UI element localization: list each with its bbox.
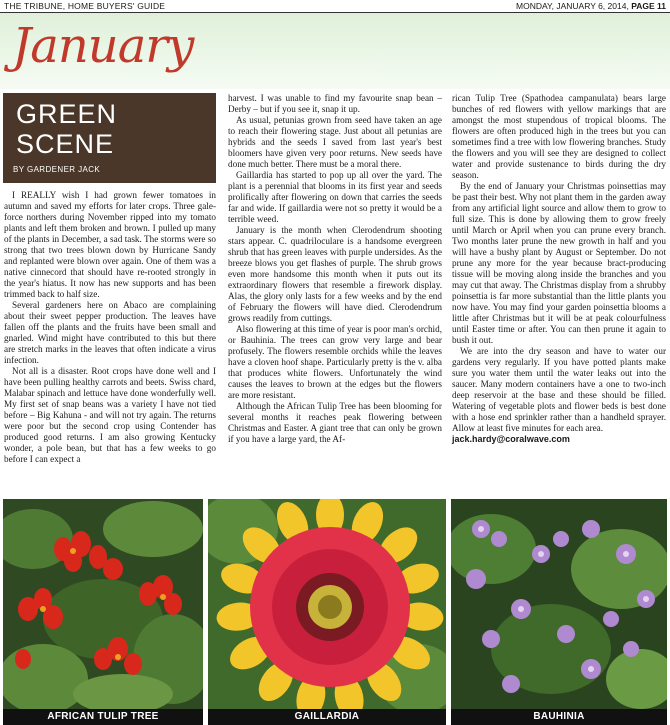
paragraph: rican Tulip Tree (Spathodea campanulata) bears large bunches of red flowers with yellow markings that are amongst the most stupendous of tropical blooms. The flowers are often produced high in the trees but you can sometimes find a tree with low flowering branches. Study the flowers and you will see they are designed to collect water and provide sustenance to birds during the dry season. bbox=[452, 93, 666, 180]
paragraph: Several gardeners here on Abaco are complaining about their sweet pepper production. The leaves have fallen off the plants and the fruits have been small and gnarled. Wind might have contributed to this but there are stretch marks in the leaves that often indicate a virus infection. bbox=[4, 300, 216, 365]
paragraph: I REALLY wish I had grown fewer tomatoes in autumn and saved my efforts for later crops. Three gale-force northers during November ripped into my tomato plants and left them broken and brown. I pulled up many of the plants in December, a sad task. The storms were so strong that two trees blown down by Hurricane Sandy and replanted were blown over again. One of them was a native cinnecord that should have re-rooted strongly in the year's hiatus. It now has new supports and has been trimmed back to half size. bbox=[4, 190, 216, 299]
article-column-2 bbox=[228, 93, 442, 445]
article-column-1 bbox=[4, 190, 216, 465]
photo-caption-2: GAILLARDIA bbox=[208, 709, 446, 725]
month-title: January bbox=[12, 18, 194, 74]
paragraph: Although the African Tulip Tree has been blooming for several months it reaches peak flowering between Christmas and Easter. A giant tree that can only be grown if you have a large yard, the Af- bbox=[228, 401, 442, 444]
paragraph: Not all is a disaster. Root crops have done well and I have been pulling healthy carrots and beets. Swiss chard, Malabar spinach and lettuce have done wonderfully well. My first set of snap beans was a variety I have not tied before – Big Kahuna - and will not try again. The returns were poor but the second crop using Contender has produced good returns. I am also growing Kentucky wonder, a pole bean, but that has a few weeks to go before I can expect a bbox=[4, 366, 216, 464]
page-header bbox=[0, 0, 670, 13]
column-title-line1: GREEN bbox=[16, 99, 118, 129]
paragraph: Gaillardia has started to pop up all over the yard. The plant is a perennial that blooms in its first year and seeds prolifically after flowering on down that carries the seeds far and wide. If gaillardia were not so pretty it would be a terrible weed. bbox=[228, 170, 442, 224]
article-column-3 bbox=[452, 93, 666, 445]
paragraph: We are into the dry season and have to water our gardens very regularly. If you have potted plants make sure you water them until the water leaks out into the saucer. Many modern containers have a one to two-inch deep reservoir at the base and these should be filled. Watering of vegetable plots and flower beds is best done with a hose end sprinkler rather than a handheld sprayer. Allow at least five minutes for each area. bbox=[452, 346, 666, 433]
byline: BY GARDENER JACK bbox=[13, 165, 101, 174]
author-email[interactable]: jack.hardy@coralwave.com bbox=[452, 434, 570, 444]
paragraph: By the end of January your Christmas poinsettias may be past their best. Why not plant them in the garden away from any artificial light source and allow them to grow to full size. This is done by allowing them to grow freely until March or April when you can prune every branch. Two months later prune the new growth in half and you will have a bushy plant by August or September. Do not prune any more for the year because bract-producing tissue will be moving along inside the branches and you may cut that away. The Christmas display from a shrubby poinsettia is far more substantial than the little plants you now have. You may find your garden poinsettia blooms a little after Christmas but it will be at peak colourfulness until Easter time or after. You can then prune it again to bush it out. bbox=[452, 181, 666, 345]
paragraph: Also flowering at this time of year is poor man's orchid, or Bauhinia. The trees can grow very large and bear profusely. The flowers resemble orchids while the leaves have a cloven hoof shape. Particularly pretty is the v. alba that produces white flowers. Unfortunately the wind causes the leaves to brown at the edges but the flowers are more resistant. bbox=[228, 324, 442, 400]
gaillardia-flower-photo bbox=[208, 499, 446, 709]
header-date-page bbox=[516, 0, 666, 12]
column-title-box bbox=[3, 93, 216, 183]
header-date: MONDAY, JANUARY 6, 2014, bbox=[516, 1, 629, 11]
red-flower-photo bbox=[3, 499, 203, 709]
page-number: PAGE 11 bbox=[631, 1, 666, 11]
purple-flower-photo bbox=[451, 499, 667, 709]
publication-name: THE TRIBUNE, HOME BUYERS' GUIDE bbox=[4, 1, 166, 11]
photo-caption-1: AFRICAN TULIP TREE bbox=[3, 709, 203, 725]
column-title bbox=[16, 99, 117, 159]
photo-caption-3: BAUHINIA bbox=[451, 709, 667, 725]
paragraph: harvest. I was unable to find my favourite snap bean – Derby – but if you see it, snap it up. bbox=[228, 93, 442, 114]
paragraph: January is the month when Clerodendrum shooting stars appear. C. quadriloculare is a handsome evergreen shrub that has green leaves with purple undersides. As the breeze blows you get flashes of purple. The shrub grows even more handsome this month when it puts out its extraordinary flowers that resemble a firework display. Alas, the glory only lasts for a few weeks and by the end of February the flowers will have died. Clerodendrum grows readily from cuttings. bbox=[228, 225, 442, 323]
column-title-line2: SCENE bbox=[16, 129, 115, 159]
paragraph: As usual, petunias grown from seed have taken an age to reach their flowering stage. Just about all petunias are hybrids and the seeds I saved from last year's best bloomers have given very poor returns. New seeds have done much better. There must be a moral there. bbox=[228, 115, 442, 169]
